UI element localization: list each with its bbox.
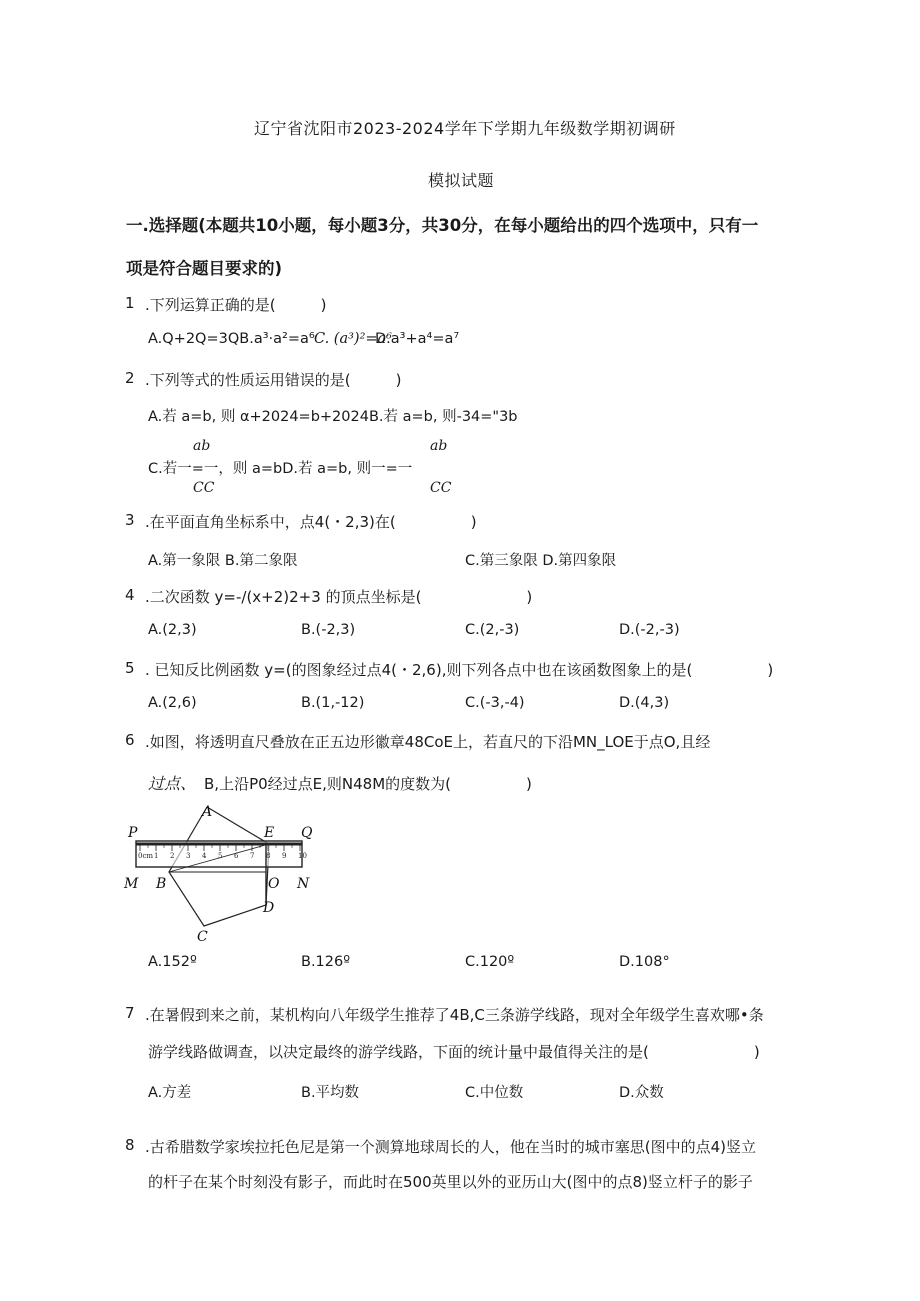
label-p: P bbox=[128, 825, 138, 841]
ruler-tick-label: 0cm bbox=[138, 852, 154, 860]
question-stem: .下列等式的性质运用错误的是( ) bbox=[145, 371, 402, 389]
ruler-tick-label: 6 bbox=[234, 852, 239, 860]
ruler-tick-label: 7 bbox=[250, 852, 255, 860]
section-heading-cont: 项是符合题目要求的) bbox=[126, 259, 283, 278]
option-a-b: A.第一象限 B.第二象限 bbox=[148, 553, 298, 569]
question-number: 5 bbox=[125, 659, 135, 677]
question-number: 3 bbox=[125, 511, 135, 529]
label-q: Q bbox=[301, 825, 313, 841]
option-b: B.126º bbox=[301, 954, 351, 970]
fraction-denominator: CC bbox=[430, 480, 452, 496]
option-c-d: C.第三象限 D.第四象限 bbox=[465, 553, 617, 569]
question-stem: .古希腊数学家埃拉托色尼是第一个测算地球周长的人，他在当时的城市塞思(图中的点4)竖立 bbox=[145, 1138, 757, 1156]
question-number: 6 bbox=[125, 731, 135, 749]
option-c: C.中位数 bbox=[465, 1085, 524, 1101]
option-d: D.a³+a⁴=a⁷ bbox=[375, 331, 460, 347]
option-d: D.108° bbox=[619, 954, 670, 970]
option-c: C.(-3,-4) bbox=[465, 695, 525, 711]
option-c: C. (a³)²=a⁶ bbox=[314, 331, 392, 347]
ruler-tick-label: 4 bbox=[202, 852, 207, 860]
label-b: B bbox=[156, 876, 167, 892]
question-stem-cont bbox=[148, 771, 532, 794]
question-stem-cont: 游学线路做调查，以决定最终的游学线路，下面的统计量中最值得关注的是( ) bbox=[148, 1043, 760, 1061]
ruler-tick-label: 8 bbox=[266, 852, 271, 860]
question-number: 4 bbox=[125, 586, 135, 604]
ruler-tick-label: 3 bbox=[186, 852, 191, 860]
option-a: A.方差 bbox=[148, 1085, 192, 1101]
page-subtitle: 模拟试题 bbox=[428, 171, 495, 190]
question-number: 2 bbox=[125, 369, 135, 387]
question-number: 8 bbox=[125, 1136, 135, 1154]
option-d: D.(-2,-3) bbox=[619, 622, 680, 638]
label-m: M bbox=[124, 876, 139, 892]
question-number: 1 bbox=[125, 294, 135, 312]
question-stem: .下列运算正确的是( ) bbox=[145, 296, 327, 314]
ruler-tick-label: 2 bbox=[170, 852, 175, 860]
ruler-tick-label: 9 bbox=[282, 852, 287, 860]
option-a: A.(2,6) bbox=[148, 695, 197, 711]
question-stem: . 已知反比例函数 y=(的图象经过点4(・2,6),则下列各点中也在该函数图象上的是( ) bbox=[145, 661, 774, 679]
stem-italic: 过点、 bbox=[148, 774, 197, 793]
question-stem: .在平面直角坐标系中，点4(・2,3)在( ) bbox=[145, 513, 477, 531]
label-n: N bbox=[297, 876, 310, 892]
label-e: E bbox=[264, 825, 275, 841]
option-a: A.(2,3) bbox=[148, 622, 197, 638]
ruler-tick-label: 10 bbox=[298, 852, 307, 860]
fraction-numerator: ab bbox=[430, 438, 448, 454]
option-b: B.(-2,3) bbox=[301, 622, 356, 638]
option-c-d: C.若一=一，则 a=bD.若 a=b, 则一=一 bbox=[148, 461, 413, 477]
question-stem-cont: 的杆子在某个时刻没有影子，而此时在500英里以外的亚历山大(图中的点8)竖立杆子的影子 bbox=[148, 1173, 753, 1191]
question-stem: .二次函数 y=-/(x+2)2+3 的顶点坐标是( ) bbox=[145, 588, 533, 606]
option-b: B.(1,-12) bbox=[301, 695, 365, 711]
option-d: D.(4,3) bbox=[619, 695, 670, 711]
option-a-b: A.Q+2Q=3QB.a³·a²=a⁶ bbox=[148, 331, 315, 347]
question-number: 7 bbox=[125, 1004, 135, 1022]
option-d: D.众数 bbox=[619, 1085, 664, 1101]
option-a-b: A.若 a=b, 则 α+2024=b+2024B.若 a=b, 则-34="3b bbox=[148, 409, 518, 425]
option-b: B.平均数 bbox=[301, 1085, 360, 1101]
ruler-tick-label: 1 bbox=[154, 852, 159, 860]
stem-text: B,上沿P0经过点E,则N48M的度数为( ) bbox=[204, 775, 532, 793]
question-stem: .在暑假到来之前，某机构向八年级学生推荐了4B,C三条游学线路，现对全年级学生喜欢哪•条 bbox=[145, 1006, 764, 1024]
option-a: A.152º bbox=[148, 954, 197, 970]
label-d: D bbox=[263, 900, 275, 916]
option-c: C.120º bbox=[465, 954, 515, 970]
ruler-tick-label: 5 bbox=[218, 852, 223, 860]
page-title: 辽宁省沈阳市2023-2024学年下学期九年级数学期初调研 bbox=[254, 119, 676, 138]
question-stem: .如图，将透明直尺叠放在正五边形徽章48CoE上，若直尺的下沿MN_LOE于点O,且经 bbox=[145, 733, 711, 751]
pentagon-ruler-figure bbox=[120, 795, 330, 950]
fraction-denominator: CC bbox=[193, 480, 215, 496]
label-c: C bbox=[197, 929, 208, 945]
label-a: A bbox=[202, 804, 213, 820]
label-o: O bbox=[268, 876, 280, 892]
option-c: C.(2,-3) bbox=[465, 622, 520, 638]
section-heading: 一.选择题(本题共10小题，每小题3分，共30分，在每小题给出的四个选项中，只有一 bbox=[126, 216, 759, 235]
fraction-numerator: ab bbox=[193, 438, 211, 454]
